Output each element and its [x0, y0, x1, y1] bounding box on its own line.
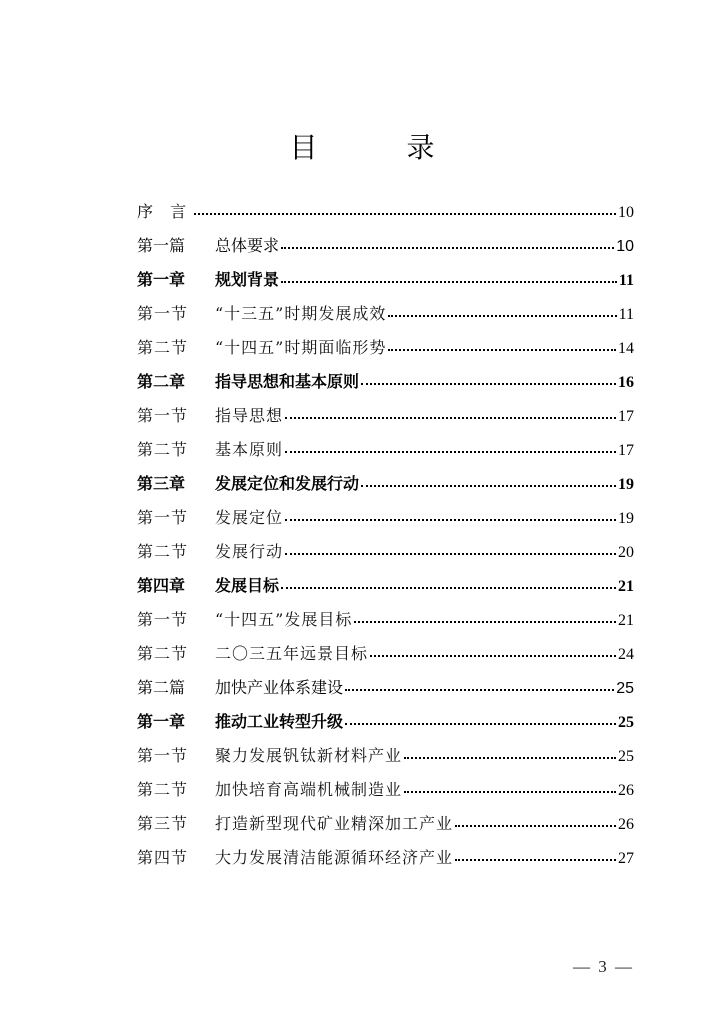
- dot-leader: [285, 451, 616, 453]
- toc-entry-title: 发展定位: [215, 508, 284, 527]
- toc-entry-section[interactable]: [137, 811, 634, 845]
- toc-entry-label: 第二节: [137, 440, 189, 459]
- toc-entry-label: 第一章: [137, 712, 186, 731]
- toc-entry-chapter[interactable]: [137, 709, 634, 743]
- toc-entry-section[interactable]: [137, 845, 634, 879]
- toc-entry-section[interactable]: [137, 539, 634, 573]
- dot-leader: [281, 247, 614, 249]
- toc-entry-page-number: 14: [618, 340, 634, 357]
- toc-entry-label: 第一节: [137, 508, 189, 527]
- toc-entry-chapter[interactable]: [137, 471, 634, 505]
- toc-entry-title: 打造新型现代矿业精深加工产业: [215, 814, 454, 833]
- toc-entry-page-number: 26: [618, 816, 634, 833]
- toc-entry-title: 二〇三五年远景目标: [215, 644, 369, 663]
- toc-entry-page-number: 26: [618, 782, 634, 799]
- toc-entry-section[interactable]: [137, 301, 634, 335]
- toc-entry-page-number: 19: [618, 510, 634, 527]
- toc-entry-page-number: 20: [618, 544, 634, 561]
- toc-entry-page-number: 16: [618, 374, 634, 391]
- toc-entry-title: “十四五”时期面临形势: [215, 338, 387, 357]
- toc-entry-label: 第二节: [137, 338, 189, 357]
- dot-leader: [361, 383, 616, 385]
- dot-leader: [370, 655, 616, 657]
- toc-entry-title: 基本原则: [215, 440, 284, 459]
- toc-entry-title: 发展定位和发展行动: [215, 474, 360, 493]
- toc-entry-page-number: 17: [618, 442, 634, 459]
- toc-entry-label: 第一节: [137, 746, 189, 765]
- toc-entry-title: 加快产业体系建设: [215, 678, 344, 697]
- page-number: — 3 —: [573, 957, 634, 976]
- toc-entry-title: “十四五”发展目标: [215, 610, 353, 629]
- toc-entry-section[interactable]: [137, 335, 634, 369]
- toc-entry-title: 推动工业转型升级: [215, 712, 344, 731]
- toc-entry-section[interactable]: [137, 641, 634, 675]
- toc-entry-label: 第二节: [137, 542, 189, 561]
- toc-entry-label: 第三节: [137, 814, 189, 833]
- toc-entry-page-number: 25: [618, 748, 634, 765]
- toc-entry-section[interactable]: [137, 607, 634, 641]
- toc-entry-title: 指导思想和基本原则: [215, 372, 360, 391]
- dot-leader: [388, 315, 616, 317]
- dot-leader: [388, 349, 616, 351]
- toc-entry-section[interactable]: [137, 505, 634, 539]
- toc-entry-title: 总体要求: [215, 236, 280, 255]
- toc-entry-section[interactable]: [137, 743, 634, 777]
- toc-entry-title: 发展行动: [215, 542, 284, 561]
- toc-entry-label: 第一节: [137, 304, 189, 323]
- toc-entry-page-number: 25: [616, 680, 634, 697]
- dot-leader: [345, 723, 616, 725]
- toc-entry-chapter[interactable]: [137, 573, 634, 607]
- dot-leader: [285, 417, 616, 419]
- toc-title: 目 录: [289, 131, 475, 164]
- toc-entry-title: 规划背景: [215, 270, 280, 289]
- toc-entry-page-number: 11: [618, 272, 634, 289]
- toc-entry-page-number: 24: [618, 646, 634, 663]
- toc-entry-chapter[interactable]: [137, 369, 634, 403]
- toc-entry-section[interactable]: [137, 777, 634, 811]
- toc-entry-title: 大力发展清洁能源循环经济产业: [215, 848, 454, 867]
- toc-entry-label: 第四节: [137, 848, 189, 867]
- toc-entry-page-number: 21: [618, 578, 634, 595]
- dot-leader: [404, 791, 616, 793]
- toc-entry-page-number: 27: [618, 850, 634, 867]
- toc-entry-title: 指导思想: [215, 406, 284, 425]
- table-of-contents: [137, 199, 634, 879]
- dot-leader: [281, 281, 617, 283]
- dot-leader: [361, 485, 616, 487]
- toc-entry-label: 第一节: [137, 406, 189, 425]
- toc-entry-label: 第一篇: [137, 236, 186, 255]
- toc-entry-label: 第二章: [137, 372, 186, 391]
- toc-entry-label: 序 言: [137, 202, 193, 221]
- toc-entry-section[interactable]: [137, 403, 634, 437]
- toc-entry-page-number: 11: [618, 306, 634, 323]
- toc-entry-page-number: 25: [618, 714, 634, 731]
- dot-leader: [455, 859, 616, 861]
- toc-entry-part[interactable]: [137, 233, 634, 267]
- toc-entry-title: “十三五”时期发展成效: [215, 304, 387, 323]
- toc-entry-label: 第一章: [137, 270, 186, 289]
- dot-leader: [285, 519, 616, 521]
- toc-entry-title: 发展目标: [215, 576, 280, 595]
- toc-entry-label: 第二节: [137, 644, 189, 663]
- toc-entry-page-number: 21: [618, 612, 634, 629]
- dot-leader: [345, 689, 614, 691]
- toc-entry-page-number: 19: [618, 476, 634, 493]
- toc-entry-title: 聚力发展钒钛新材料产业: [215, 746, 403, 765]
- dot-leader: [285, 553, 616, 555]
- dot-leader: [455, 825, 616, 827]
- toc-entry-page-number: 10: [616, 238, 634, 255]
- toc-entry-label: 第一节: [137, 610, 189, 629]
- toc-entry-section[interactable]: [137, 437, 634, 471]
- toc-entry-label: 第二节: [137, 780, 189, 799]
- toc-entry-label: 第四章: [137, 576, 186, 595]
- toc-entry-label: 第三章: [137, 474, 186, 493]
- toc-entry-page-number: 10: [618, 204, 634, 221]
- toc-entry-page-number: 17: [618, 408, 634, 425]
- dot-leader: [354, 621, 616, 623]
- dot-leader: [404, 757, 616, 759]
- dot-leader: [194, 213, 616, 215]
- dot-leader: [281, 587, 616, 589]
- toc-entry-part[interactable]: [137, 675, 634, 709]
- toc-entry-preface[interactable]: [137, 199, 634, 233]
- toc-entry-chapter[interactable]: [137, 267, 634, 301]
- toc-entry-title: 加快培育高端机械制造业: [215, 780, 403, 799]
- toc-entry-label: 第二篇: [137, 678, 186, 697]
